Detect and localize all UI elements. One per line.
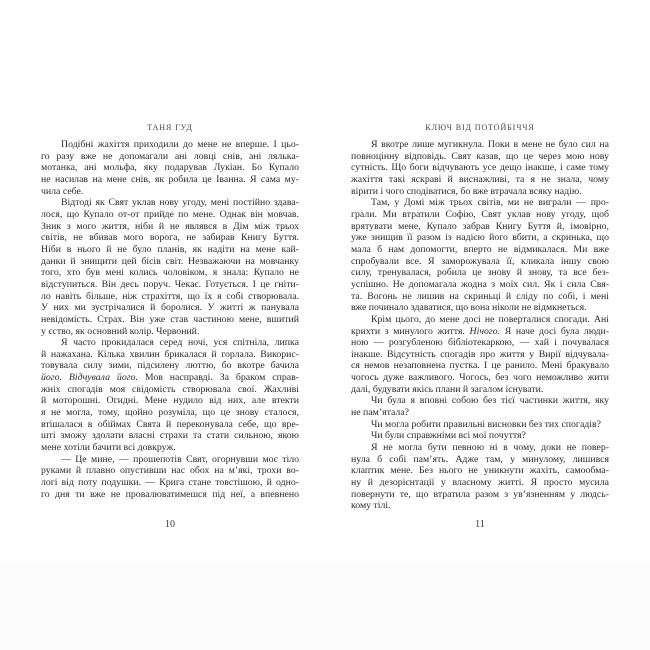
- running-head-title: КЛЮЧ ВІД ПОТОЙБІЧЧЯ: [425, 123, 535, 132]
- text-line: [41, 139, 299, 151]
- text-line: [41, 326, 299, 338]
- text-segment: не пам’ятала?: [351, 407, 410, 419]
- text-line: [351, 326, 609, 338]
- italic-text: Нічого.: [469, 325, 501, 337]
- text-segment: втішалася в обіймах Свята й переконувала себе, що вре-: [41, 418, 299, 430]
- text-line: [351, 139, 609, 151]
- text-segment: повноцінну відповідь. Свят казав, що це через мою нову: [351, 150, 609, 162]
- page-body-text: [351, 139, 609, 512]
- text-line: [351, 186, 609, 198]
- text-line: [41, 209, 299, 221]
- text-line: [41, 197, 299, 209]
- text-line: [41, 442, 299, 454]
- text-line: [351, 197, 609, 209]
- text-line: [41, 291, 299, 303]
- text-line: [41, 454, 299, 466]
- text-segment: успішно. Не допомагала жодна з моїх сил. Як і сила Свя-: [351, 278, 609, 290]
- text-line: [41, 232, 299, 244]
- text-line: [41, 244, 299, 256]
- text-line: [41, 384, 299, 396]
- background-band: [0, 563, 650, 650]
- text-segment: Мов насправді. За браком справ-: [137, 372, 299, 384]
- text-segment: Подібні жахіття приходили до мене не вперше. І цьо-: [61, 139, 299, 150]
- text-segment: не насилав на мене снів, як робила це Іванна. Я сама му-: [41, 173, 299, 185]
- text-line: [351, 384, 609, 396]
- text-line: [351, 209, 609, 221]
- text-line: [351, 291, 609, 303]
- text-line: [351, 221, 609, 233]
- text-line: [351, 174, 609, 186]
- text-line: [351, 465, 609, 477]
- text-line: [351, 267, 609, 279]
- text-line: [351, 314, 609, 326]
- italic-text: його. Відчувала його.: [41, 372, 138, 384]
- text-line: [41, 174, 299, 186]
- text-segment: кому тілі.: [351, 500, 391, 512]
- text-line: [351, 151, 609, 163]
- text-segment: Я не могла бути певною ні в чому, доки не повер-: [371, 442, 609, 454]
- text-line: [351, 162, 609, 174]
- text-line: [41, 337, 299, 349]
- text-segment: сутність. Що боги відчувають усе дещо інакше, і саме тому: [351, 162, 609, 174]
- text-segment: мала б нам допомогти, вперто не відмикалася. Ми вже: [351, 243, 609, 255]
- text-segment: спробували все. Я заморожувала її, кликала іншу свою: [351, 255, 609, 267]
- text-line: [41, 162, 299, 174]
- text-segment: У них ми зустрічалися й боролися. У житті ж панувала: [41, 302, 299, 314]
- text-segment: грали. Ми втратили Софію, Свят уклав нову угоду, щоб: [351, 208, 609, 220]
- text-line: [41, 430, 299, 442]
- text-line: [41, 279, 299, 291]
- text-line: [351, 232, 609, 244]
- text-line: [41, 372, 299, 384]
- text-line: [351, 302, 609, 314]
- text-line: [41, 395, 299, 407]
- text-segment: ну й дезорієнтації у власному житті. Я просто мусила: [351, 477, 609, 489]
- text-line: [41, 349, 299, 361]
- text-segment: силу, тренувалася, робила це знову й знову, та все без-: [351, 267, 609, 279]
- text-segment: лося, що Купало от-от прийде по мене. Однак він мовчав.: [41, 208, 299, 220]
- text-segment: шті зможу здолати власні страхи та стати сильною, якою: [41, 430, 299, 442]
- text-segment: ною — розгубленою бібліотекаркою, — хай і почувалася: [351, 337, 609, 349]
- text-line: [41, 302, 299, 314]
- text-segment: жахіття такі яскраві й виснажливі, та я не знала, чому: [351, 173, 609, 185]
- text-segment: мене хотіли бачити всі довкруж.: [41, 442, 176, 454]
- text-segment: жніх спогадів моя свідомість створювала свої. Жахливі: [41, 383, 299, 395]
- text-segment: ло навіть більше, ніж страхіття, що їх я собі створювала.: [41, 290, 299, 302]
- text-line: [351, 454, 609, 466]
- text-segment: Чи могла робити правильні висновки без тих спогадів?: [371, 418, 601, 430]
- text-segment: інакше. Відсутність спогадів про життя у Вирії відчувала-: [351, 348, 609, 360]
- text-segment: данки й знищити цей бісів світ. Незважаючи на мовчанку: [41, 255, 299, 267]
- text-segment: Відтоді як Свят уклав нову угоду, мені постійно здава-: [61, 197, 299, 209]
- text-segment: — Це мине, — прошепотів Свят, огорнувши моє тіло: [61, 453, 299, 465]
- text-line: [351, 372, 609, 384]
- text-segment: й нажахана. Кілька хвилин брикалася й горлала. Викорис-: [41, 348, 299, 360]
- text-line: [351, 419, 609, 431]
- text-segment: го разу вже не допомагали ані ловці снів, ані лялька-: [41, 150, 299, 162]
- text-line: [351, 279, 609, 291]
- text-segment: я не могла, тому, щойно розуміла, що це знову сталося,: [41, 407, 299, 419]
- text-line: [351, 477, 609, 489]
- text-line: [351, 407, 609, 419]
- text-line: [351, 500, 609, 512]
- text-segment: клаптик мене. Без нього не уникнути жахіть, самообма-: [351, 465, 609, 477]
- text-line: [351, 430, 609, 442]
- text-segment: логі від поту подушки. — Крига стане товстішою, й одно-: [41, 477, 299, 489]
- text-segment: мотанка, ані мольфа, яку подарував Лукіан. Бо Купало: [41, 162, 299, 174]
- text-line: [351, 395, 609, 407]
- text-segment: Зник з мого життя, ніби й не являвся в Дім між трьох: [41, 220, 299, 232]
- text-line: [41, 267, 299, 279]
- text-segment: чила себе.: [41, 185, 84, 197]
- text-segment: врятувати мене, Купало забрав Книгу Буття й, імовірно,: [351, 220, 609, 232]
- text-segment: Ніби в нього й не було планів, як надіти на мене кай-: [41, 243, 299, 255]
- text-line: [41, 407, 299, 419]
- text-line: [41, 151, 299, 163]
- page-number: 11: [475, 519, 485, 530]
- text-segment: Чи була я вповні собою без тієї частинки життя, яку: [371, 395, 609, 407]
- text-line: [351, 442, 609, 454]
- text-segment: далі, будувати якісь плани й загалом існувати.: [351, 383, 544, 395]
- right-page: [325, 0, 650, 563]
- text-line: [351, 337, 609, 349]
- text-segment: нула б собі пам’ять. Адже там, у минулому, лишився: [351, 453, 609, 465]
- text-segment: невідомість. Страх. Він уже став частиною мене, вшитий: [41, 313, 299, 325]
- text-segment: Я наче досі була люди-: [500, 325, 609, 337]
- text-segment: у єство, як основний колір. Червоний.: [41, 325, 200, 337]
- text-segment: й моторошні. Огидні. Мене нудило від них, але втекти: [41, 395, 299, 407]
- text-segment: того, хто був мені колись чоловіком, я знала: Купало не: [41, 267, 299, 279]
- text-segment: уже знищив її разом із надією його вбити, а скринька, що: [351, 232, 609, 244]
- text-segment: товувала силу зими, підсилену люттю, бо вкотре бачила: [41, 360, 299, 372]
- text-segment: вірити і чого сподіватися, бо вже втрачала всяку надію.: [351, 185, 582, 197]
- text-line: [351, 489, 609, 501]
- text-line: [351, 349, 609, 361]
- text-line: [41, 314, 299, 326]
- text-line: [41, 360, 299, 372]
- text-segment: чогось дуже важливого. Чогось, без чого неможливо жити: [351, 372, 609, 384]
- running-head-author: ТАНЯ ГУД: [147, 123, 193, 132]
- text-line: [41, 186, 299, 198]
- text-line: [351, 244, 609, 256]
- text-segment: повернути те, що втратила разом з ув’язненням у людсь-: [351, 488, 609, 500]
- text-segment: вже починало здаватися, що вона ніколи не відмкнеться.: [351, 302, 587, 314]
- text-line: [41, 465, 299, 477]
- text-segment: го дня ти вже не провалюватимешся під неї, а впевнено: [41, 488, 299, 500]
- text-line: [41, 221, 299, 233]
- text-line: [41, 256, 299, 268]
- text-segment: та. Вогонь не лишив на скриньці й сліду по собі, і мені: [351, 290, 609, 302]
- text-segment: відступиться. Він десь поруч. Чекає. Готується. І це гніти-: [41, 278, 299, 290]
- left-page: [0, 0, 325, 563]
- text-segment: ся немов незаповнена пустка. І це ранило. Мені бракувало: [351, 360, 609, 372]
- text-segment: Крім цього, до мене досі не поверталися спогади. Ані: [371, 313, 609, 325]
- page-number: 10: [165, 519, 175, 530]
- text-line: [351, 360, 609, 372]
- text-segment: світів, не вбивав мого ворога, не забирав Книгу Буття.: [41, 232, 299, 244]
- text-line: [41, 477, 299, 489]
- text-segment: крихти з минулого життя.: [351, 325, 470, 337]
- text-line: [41, 419, 299, 431]
- text-segment: руками й плавно опустивши нас обох на м’які, трохи во-: [41, 465, 299, 477]
- text-segment: Чи були справжніми всі мої почуття?: [371, 430, 526, 442]
- text-line: [351, 256, 609, 268]
- page-body-text: [41, 139, 299, 500]
- text-line: [41, 489, 299, 501]
- text-segment: Я часто прокидалася серед ночі, уся спітніла, липка: [61, 337, 299, 349]
- text-segment: Я вкотре лише мугикнула. Поки в мене не було сил на: [371, 139, 609, 150]
- text-segment: Там, у Домі між трьох світів, ми не виграли — про-: [371, 197, 609, 209]
